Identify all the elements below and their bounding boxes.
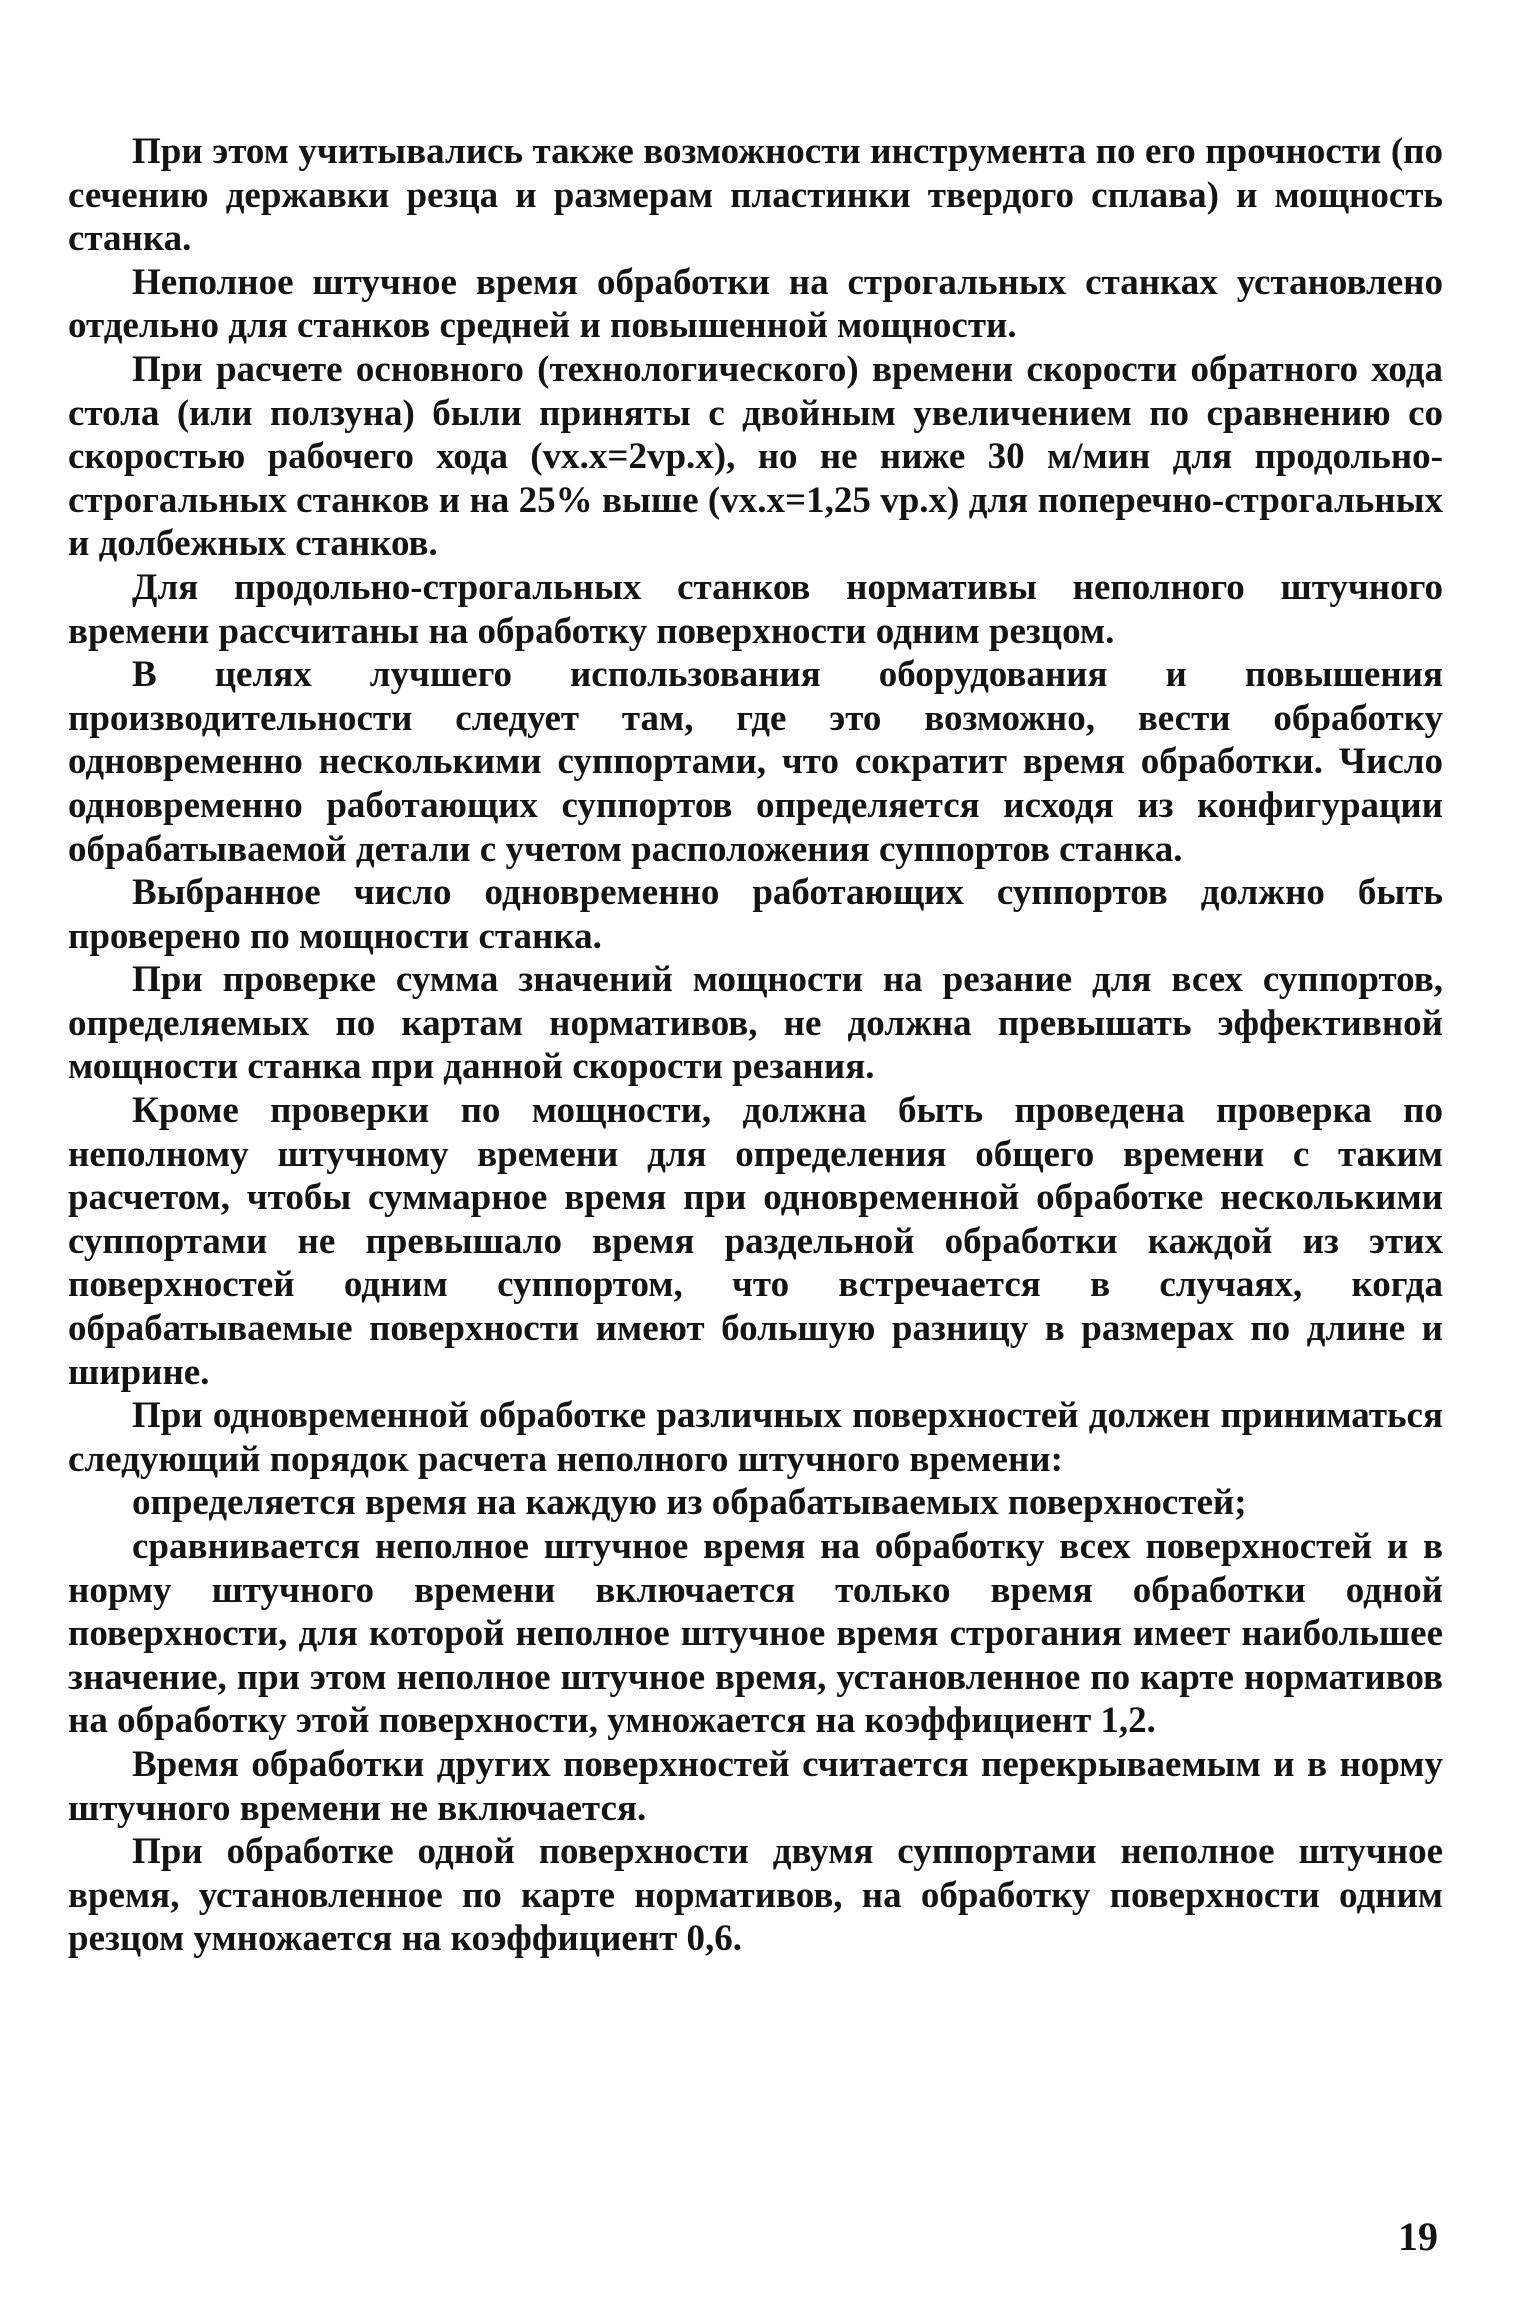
- body-text: [68, 130, 1443, 1961]
- paragraph: При одновременной обработке различных поверхностей должен приниматься следующий порядок расчета неполного штучного времени:: [68, 1395, 1443, 1480]
- paragraph: Время обработки других поверхностей считается перекрываемым и в норму штучного времени не включается.: [68, 1743, 1443, 1829]
- paragraph: Для продольно-строгальных станков нормативы неполного штучного времени рассчитаны на обработку поверхности одним резцом.: [68, 566, 1443, 652]
- list-paragraph: определяется время на каждую из обрабатываемых поверхностей;: [132, 1482, 1247, 1524]
- paragraph: Неполное штучное время обработки на строгальных станках установлено отдельно для станков средней и повышенной мощности.: [68, 261, 1443, 347]
- paragraph: При этом учитывались также возможности инструмента по его прочности (по сечению державки резца и размерам пластинки твердого сплава) и мощность станка.: [68, 131, 1443, 260]
- paragraph: Кроме проверки по мощности, должна быть проведена проверка по неполному штучному времени для определения общего времени с таким расчетом, чтобы суммарное время при одновременной обработке несколькими суппортами не превышало время раздельной обработки каждой из этих поверхностей одним суппортом, что встречается в случаях, когда обрабатываемые поверхности имеют большую разницу в размерах по длине и ширине.: [68, 1090, 1443, 1393]
- page-number: 19: [1398, 2214, 1438, 2259]
- paragraph: Выбранное число одновременно работающих суппортов должно быть проверено по мощности станка.: [68, 872, 1443, 957]
- paragraph: В целях лучшего использования оборудования и повышения производительности следует там, где это возможно, вести обработку одновременно несколькими суппортами, что сократит время обработки. Число одновременно работающих суппортов определяется исходя из конфигурации обрабатываемой детали с учетом расположения суппортов станка.: [68, 654, 1443, 870]
- paragraph: При обработке одной поверхности двумя суппортами неполное штучное время, установленное по карте нормативов, на обработку поверхности одним резцом умножается на коэффициент 0,6.: [68, 1831, 1443, 1960]
- paragraph: При проверке сумма значений мощности на резание для всех суппортов, определяемых по картам нормативов, не должна превышать эффективной мощности станка при данной скорости резания.: [68, 959, 1443, 1088]
- list-paragraph: сравнивается неполное штучное время на обработку всех поверхностей и в норму штучного времени включается только время обработки одной поверхности, для которой неполное штучное время строгания имеет наибольшее значение, при этом неполное штучное время, установленное по карте нормативов на обработку этой поверхности, умножается на коэффициент 1,2.: [68, 1526, 1443, 1742]
- paragraph: При расчете основного (технологического) времени скорости обратного хода стола (или ползуна) были приняты с двойным увеличением по сравнению со скоростью рабочего хода (vх.х=2vр.х), но не ниже 30 м/мин для продольно-строгальных станков и на 25% выше (vх.х=1,25 vр.х) для поперечно-строгальных и долбежных станков.: [68, 348, 1443, 565]
